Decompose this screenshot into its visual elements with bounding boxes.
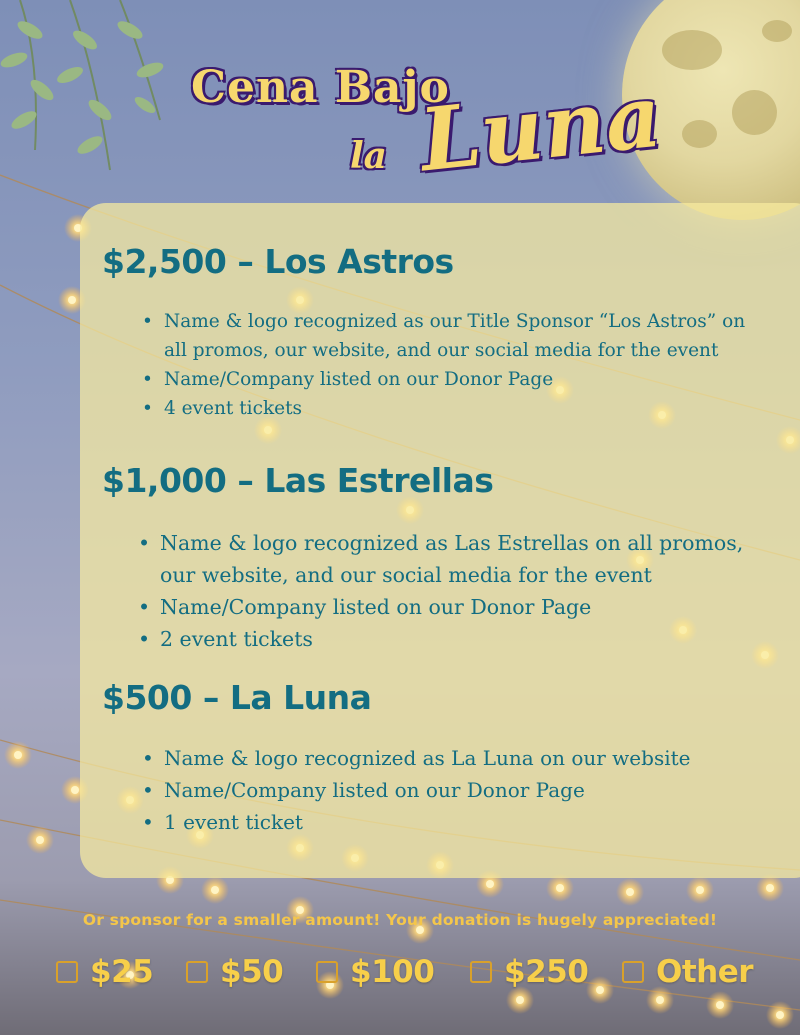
tier-benefits-los-astros (140, 307, 760, 423)
list-item: • Name/Company listed on our Donor Page (140, 365, 760, 394)
list-item: • Name/Company listed on our Donor Page (140, 774, 760, 806)
light-bulb-core (766, 884, 774, 892)
checkbox-icon[interactable] (622, 961, 644, 983)
donation-appeal: Or sponsor for a smaller amount! Your donation is hugely appreciated! (82, 911, 718, 929)
light-bulb-core (36, 836, 44, 844)
list-item: • 2 event tickets (136, 623, 776, 655)
tier-benefits-las-estrellas (136, 527, 776, 655)
amount-option-50[interactable] (186, 950, 283, 994)
list-item: • 1 event ticket (140, 806, 760, 838)
amount-label: Other (656, 954, 754, 990)
checkbox-icon[interactable] (316, 961, 338, 983)
donation-amount-options (56, 950, 776, 994)
list-item: • Name & logo recognized as La Luna on our website (140, 742, 760, 774)
amount-label: $25 (90, 954, 154, 990)
title-line-cena-bajo: Cena Bajo (191, 62, 450, 113)
light-bulb-core (516, 996, 524, 1004)
light-bulb-core (68, 296, 76, 304)
light-bulb-core (696, 886, 704, 894)
light-bulb-core (656, 996, 664, 1004)
title-word-la: la (350, 135, 388, 177)
amount-option-250[interactable] (470, 950, 588, 994)
tier-heading-la-luna: $500 – La Luna (102, 678, 372, 717)
light-bulb-core (716, 1001, 724, 1009)
amount-option-25[interactable] (56, 950, 153, 994)
light-bulb-core (14, 751, 22, 759)
list-item: • Name & logo recognized as Las Estrellas on all promos, our website, and our social media for the event (136, 527, 776, 591)
amount-label: $50 (220, 954, 284, 990)
checkbox-icon[interactable] (56, 961, 78, 983)
checkbox-icon[interactable] (470, 961, 492, 983)
tier-heading-las-estrellas: $1,000 – Las Estrellas (102, 461, 494, 500)
checkbox-icon[interactable] (186, 961, 208, 983)
light-bulb-core (776, 1011, 784, 1019)
list-item: • 4 event tickets (140, 394, 760, 423)
light-bulb-core (626, 888, 634, 896)
event-title (185, 40, 666, 200)
light-bulb-core (556, 884, 564, 892)
list-item: • Name & logo recognized as our Title Sponsor “Los Astros” on all promos, our website, and our social media for the event (140, 307, 760, 365)
list-item: • Name/Company listed on our Donor Page (136, 591, 776, 623)
light-bulb-core (486, 880, 494, 888)
tier-benefits-la-luna (140, 742, 760, 838)
light-bulb-core (71, 786, 79, 794)
amount-label: $250 (504, 954, 589, 990)
amount-option-other[interactable] (622, 950, 753, 994)
light-bulb-core (211, 886, 219, 894)
title-word-luna: Luna (415, 65, 666, 192)
amount-option-100[interactable] (316, 950, 434, 994)
amount-label: $100 (350, 954, 435, 990)
tier-heading-los-astros: $2,500 – Los Astros (102, 242, 454, 281)
